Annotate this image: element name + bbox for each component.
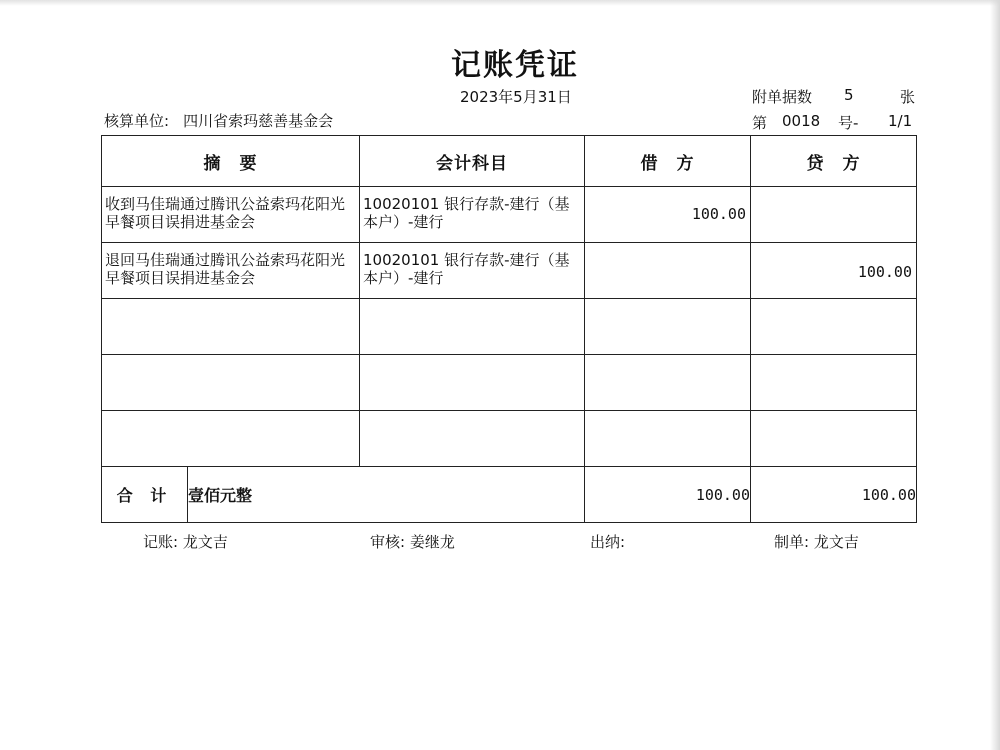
scan-edge-top [0,0,1000,6]
entry-summary: 收到马佳瑞通过腾讯公益索玛花阳光早餐项目误捐进基金会 [105,195,346,231]
entry-credit [751,187,916,205]
voucher-number-suffix: 号- [838,114,859,132]
entry-credit [751,299,916,317]
attachment-number: 5 [844,86,854,104]
accounting-unit [104,110,333,131]
attachment-unit: 张 [900,88,916,106]
total-debit: 100.00 [585,467,751,523]
entry-credit [751,411,916,429]
total-amount-words: 壹佰元整 [188,467,585,523]
signature-reviewer: 审核: 姜继龙 [370,533,455,551]
entry-debit [585,299,750,317]
signature-preparer: 制单: 龙文吉 [774,533,859,551]
entry-debit: 100.00 [691,205,746,223]
signature-bookkeeper: 记账: 龙文吉 [143,533,228,551]
total-row [102,467,917,523]
total-credit: 100.00 [751,467,917,523]
voucher-number-value: 0018 [782,112,821,130]
attachment-count [752,86,916,107]
entry-debit [585,355,750,373]
entry-summary [102,299,359,307]
entry-credit: 100.00 [857,263,912,281]
header-account: 会计科目 [360,136,585,187]
scan-edge-right [990,0,1000,750]
entry-account [360,411,584,419]
entry-credit [751,355,916,373]
entry-account: 10020101 银行存款-建行（基本户）-建行 [363,251,570,287]
entry-account [360,299,584,307]
accounting-unit-label: 核算单位: [104,112,170,130]
voucher-page: 1/1 [888,112,913,130]
voucher-title: 记账凭证 [451,48,579,83]
table-row [102,299,917,355]
voucher-number-prefix: 第 [752,114,768,132]
table-row [102,243,917,299]
voucher-date: 2023年5月31日 [460,88,572,106]
accounting-unit-name: 四川省索玛慈善基金会 [183,112,334,130]
table-row [102,187,917,243]
entry-debit [585,243,750,263]
table-row [102,411,917,467]
header-debit: 借 方 [585,136,751,187]
entry-summary: 退回马佳瑞通过腾讯公益索玛花阳光早餐项目误捐进基金会 [105,251,346,287]
table-header-row [102,136,917,187]
attachment-label: 附单据数 [752,88,813,106]
signature-cashier: 出纳: [590,533,626,551]
table-row [102,355,917,411]
entry-summary [102,411,359,419]
total-label: 合 计 [102,467,188,523]
header-credit: 贷 方 [751,136,917,187]
entry-debit [585,411,750,429]
entry-account [360,355,584,363]
header-summary: 摘 要 [102,136,360,187]
entry-account: 10020101 银行存款-建行（基本户）-建行 [363,195,570,231]
voucher-table [101,135,917,523]
entry-summary [102,355,359,363]
